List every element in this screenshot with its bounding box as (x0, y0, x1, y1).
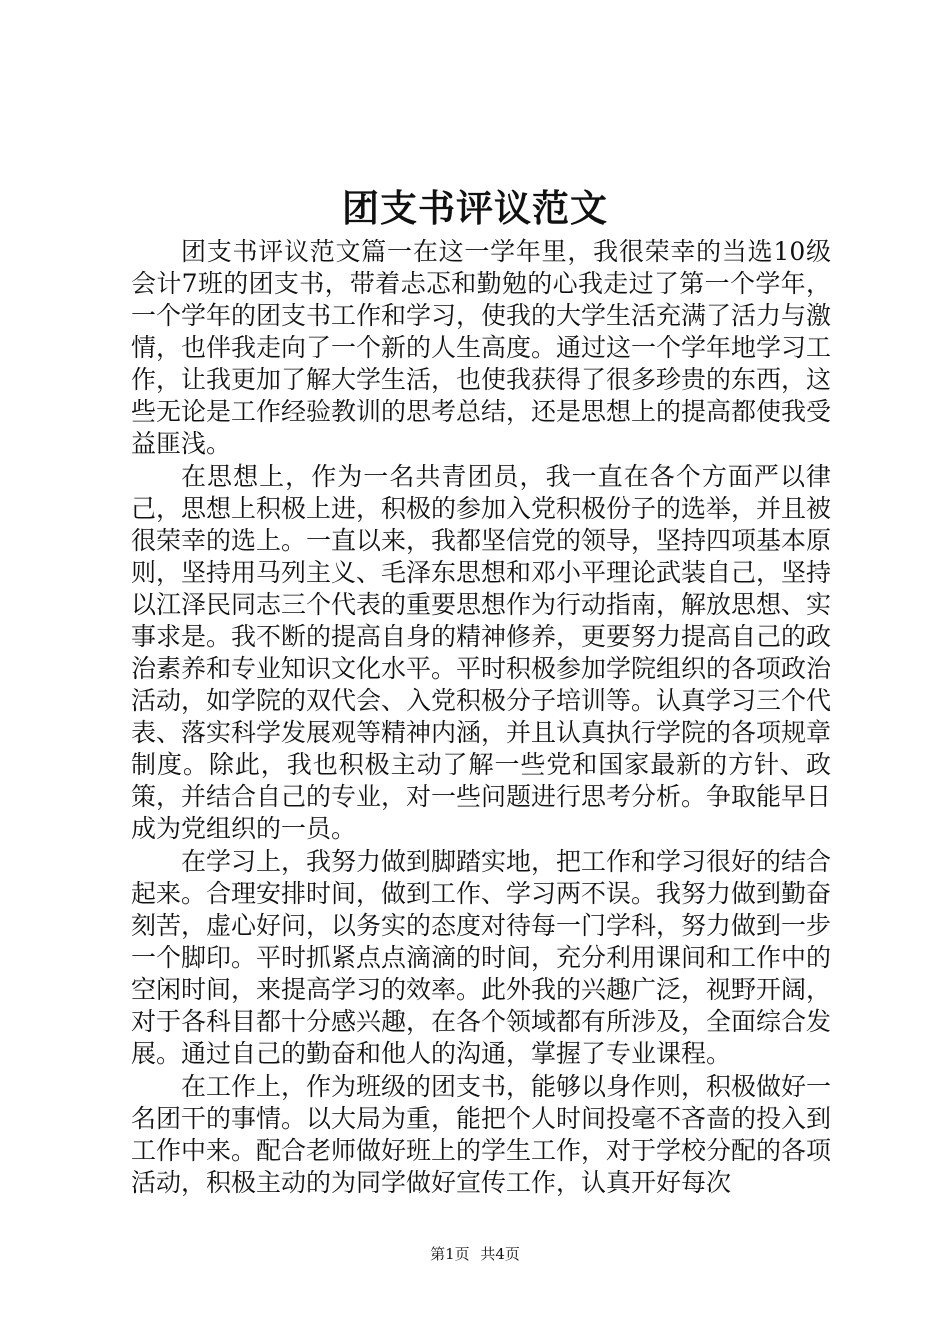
document-body (131, 236, 831, 1199)
page-number: 第1页 (430, 1245, 470, 1263)
paragraph-work: 在工作上，作为班级的团支书，能够以身作则，积极做好一名团干的事情。以大局为重，能把个人时间投毫不吝啬的投入到工作中来。配合老师做好班上的学生工作，对于学校分配的各项活动，积极主动的为同学做好宣传工作，认真开好每次 (131, 1072, 832, 1197)
page-footer (0, 1244, 950, 1264)
paragraph-intro: 团支书评议范文篇一在这一学年里，我很荣幸的当选10级会计7班的团支书，带着忐忑和勤勉的心我走过了第一个学年，一个学年的团支书工作和学习，使我的大学生活充满了活力与激情，也伴我走向了一个新的人生高度。通过这一个学年地学习工作，让我更加了解大学生活，也使我获得了很多珍贵的东西，这些无论是工作经验教训的思考总结，还是思想上的提高都使我受益匪浅。 (131, 237, 832, 458)
paragraph-study: 在学习上，我努力做到脚踏实地，把工作和学习很好的结合起来。合理安排时间，做到工作、学习两不误。我努力做到勤奋刻苦，虚心好问，以务实的态度对待每一门学科，努力做到一步一个脚印。平时抓紧点点滴滴的时间，充分利用课间和工作中的空闲时间，来提高学习的效率。此外我的兴趣广泛，视野开阔，对于各科目都十分感兴趣，在各个领域都有所涉及，全面综合发展。通过自己的勤奋和他人的沟通，掌握了专业课程。 (131, 847, 832, 1068)
page-total: 共4页 (480, 1245, 520, 1263)
document-title: 团支书评议范文 (342, 186, 608, 230)
paragraph-ideology: 在思想上，作为一名共青团员，我一直在各个方面严以律己，思想上积极上进，积极的参加入党积极份子的选举，并且被很荣幸的选上。一直以来，我都坚信党的领导，坚持四项基本原则，坚持用马列主义、毛泽东思想和邓小平理论武装自己，坚持以江泽民同志三个代表的重要思想作为行动指南，解放思想、实事求是。我不断的提高自身的精神修养，更要努力提高自己的政治素养和专业知识文化水平。平时积极参加学院组织的各项政治活动，如学院的双代会、入党积极分子培训等。认真学习三个代表、落实科学发展观等精神内涵，并且认真执行学院的各项规章制度。除此，我也积极主动了解一些党和国家最新的方针、政策，并结合自己的专业，对一些问题进行思考分析。争取能早日成为党组织的一员。 (131, 462, 832, 843)
